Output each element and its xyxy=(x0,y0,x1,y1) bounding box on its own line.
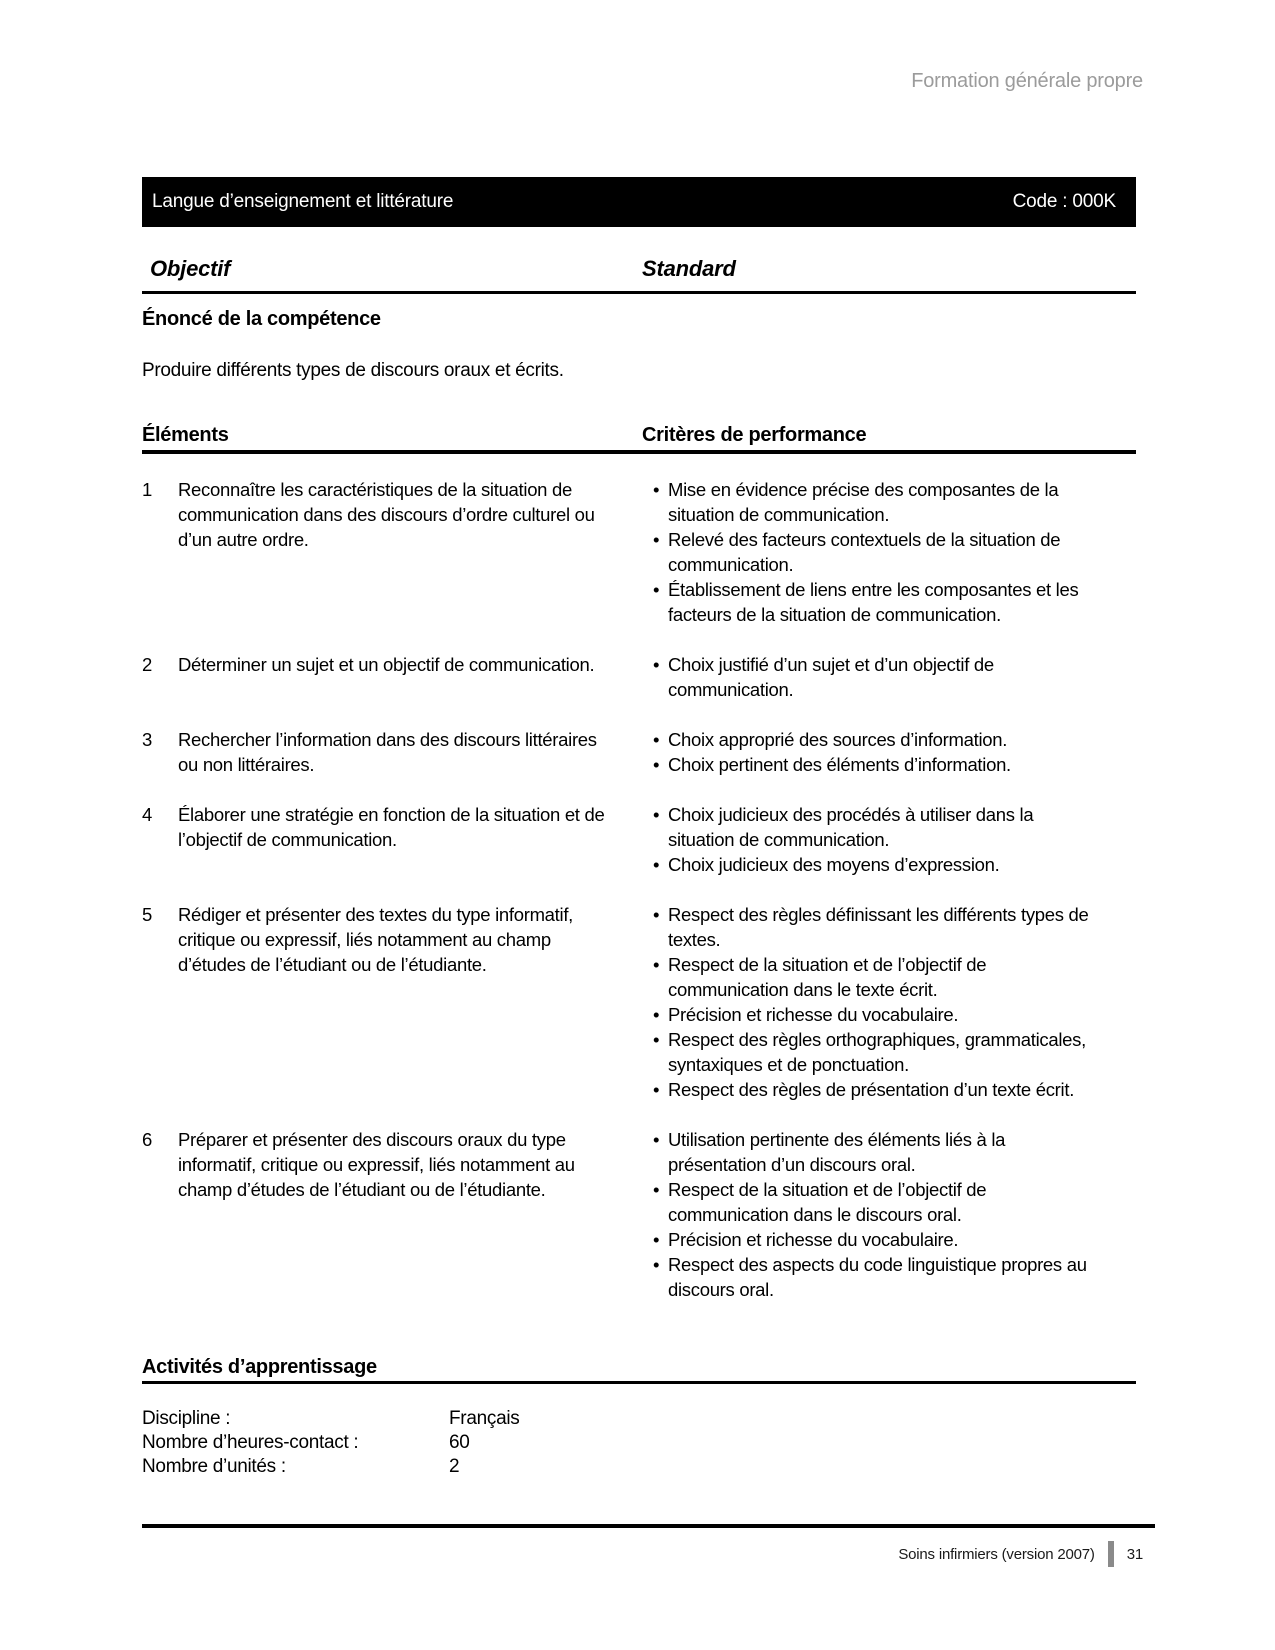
element-number: 4 xyxy=(142,804,152,825)
course-code: Code : 000K xyxy=(1012,191,1116,212)
course-title: Langue d’enseignement et littérature xyxy=(152,191,454,212)
activities-heading: Activités d’apprentissage xyxy=(142,1356,1136,1384)
criteria-list xyxy=(642,1127,1136,1302)
table-row xyxy=(142,902,1136,1102)
field-row xyxy=(142,1407,1136,1431)
page-footer xyxy=(142,1541,1143,1567)
elements-criteria-table xyxy=(142,424,1136,1327)
criteria-list xyxy=(642,727,1136,777)
table-header-row xyxy=(142,424,1136,454)
field-value: 2 xyxy=(449,1456,460,1477)
element-text: Élaborer une stratégie en fonction de la situation et de l’objectif de communication. xyxy=(178,804,605,850)
criteria-item: • Relevé des facteurs contextuels de la situation de communication. xyxy=(653,527,1098,577)
element-cell xyxy=(142,727,642,777)
column-headers xyxy=(142,256,1136,294)
field-label: Discipline : xyxy=(142,1408,231,1429)
element-number: 5 xyxy=(142,904,152,925)
section-label: Formation générale propre xyxy=(911,70,1143,92)
criteria-item: • Choix judicieux des procédés à utiliser dans la situation de communication. xyxy=(653,802,1098,852)
element-cell xyxy=(142,652,642,702)
page-number: 31 xyxy=(1126,1545,1143,1563)
element-cell xyxy=(142,902,642,1102)
element-text: Préparer et présenter des discours oraux du type informatif, critique ou expressif, liés notamment au champ d’études de l’étudiant ou de l’étudiante. xyxy=(178,1129,575,1200)
criteria-item: • Respect de la situation et de l’objectif de communication dans le discours oral. xyxy=(653,1177,1098,1227)
criteria-item: • Choix approprié des sources d’information. xyxy=(653,727,1098,752)
criteria-item: • Respect des règles orthographiques, grammaticales, syntaxiques et de ponctuation. xyxy=(653,1027,1098,1077)
field-value: 60 xyxy=(449,1432,470,1453)
element-text: Rechercher l’information dans des discours littéraires ou non littéraires. xyxy=(178,729,597,775)
field-label: Nombre d’heures-contact : xyxy=(142,1432,359,1453)
elements-header: Éléments xyxy=(142,424,229,446)
element-number: 1 xyxy=(142,479,152,500)
field-label: Nombre d’unités : xyxy=(142,1456,286,1477)
criteria-list xyxy=(642,652,1136,702)
criteria-item: • Utilisation pertinente des éléments liés à la présentation d’un discours oral. xyxy=(653,1127,1098,1177)
criteria-item: • Respect des règles définissant les différents types de textes. xyxy=(653,902,1098,952)
activities-section xyxy=(142,1356,1136,1479)
criteria-item: • Mise en évidence précise des composantes de la situation de communication. xyxy=(653,477,1098,527)
objectif-header: Objectif xyxy=(150,256,231,281)
field-row xyxy=(142,1431,1136,1455)
table-row xyxy=(142,1127,1136,1302)
criteria-list xyxy=(642,902,1136,1102)
criteria-item: • Précision et richesse du vocabulaire. xyxy=(653,1227,1098,1252)
element-text: Reconnaître les caractéristiques de la situation de communication dans des discours d’ordre culturel ou d’un autre ordre. xyxy=(178,479,595,550)
activities-fields xyxy=(142,1407,1136,1479)
element-cell xyxy=(142,1127,642,1302)
competence-heading: Énoncé de la compétence xyxy=(142,308,381,330)
criteria-item: • Respect des règles de présentation d’un texte écrit. xyxy=(653,1077,1098,1102)
competence-statement: Produire différents types de discours oraux et écrits. xyxy=(142,360,564,381)
element-number: 2 xyxy=(142,654,152,675)
element-cell xyxy=(142,477,642,627)
criteria-item: • Respect des aspects du code linguistique propres au discours oral. xyxy=(653,1252,1098,1302)
element-text: Rédiger et présenter des textes du type informatif, critique ou expressif, liés notamment au champ d’études de l’étudiant ou de l’étudiante. xyxy=(178,904,573,975)
field-value: Français xyxy=(449,1408,520,1429)
footer-source: Soins infirmiers (version 2007) xyxy=(898,1545,1095,1563)
standard-header: Standard xyxy=(642,256,736,281)
element-cell xyxy=(142,802,642,877)
table-row xyxy=(142,802,1136,877)
criteria-item: • Établissement de liens entre les composantes et les facteurs de la situation de communication. xyxy=(653,577,1098,627)
criteria-item: • Choix pertinent des éléments d’information. xyxy=(653,752,1098,777)
footer-rule xyxy=(142,1524,1155,1528)
element-number: 3 xyxy=(142,729,152,750)
element-number: 6 xyxy=(142,1129,152,1150)
table-row xyxy=(142,652,1136,702)
footer-separator-bar xyxy=(1108,1541,1114,1567)
element-text: Déterminer un sujet et un objectif de communication. xyxy=(178,654,595,675)
table-row xyxy=(142,727,1136,777)
course-title-bar xyxy=(142,177,1136,227)
criteria-item: • Choix judicieux des moyens d’expression. xyxy=(653,852,1098,877)
criteria-item: • Choix justifié d’un sujet et d’un objectif de communication. xyxy=(653,652,1098,702)
field-row xyxy=(142,1455,1136,1479)
criteria-item: • Précision et richesse du vocabulaire. xyxy=(653,1002,1098,1027)
criteria-header: Critères de performance xyxy=(642,424,867,446)
criteria-list xyxy=(642,802,1136,877)
criteria-item: • Respect de la situation et de l’objectif de communication dans le texte écrit. xyxy=(653,952,1098,1002)
table-row xyxy=(142,477,1136,627)
criteria-list xyxy=(642,477,1136,627)
